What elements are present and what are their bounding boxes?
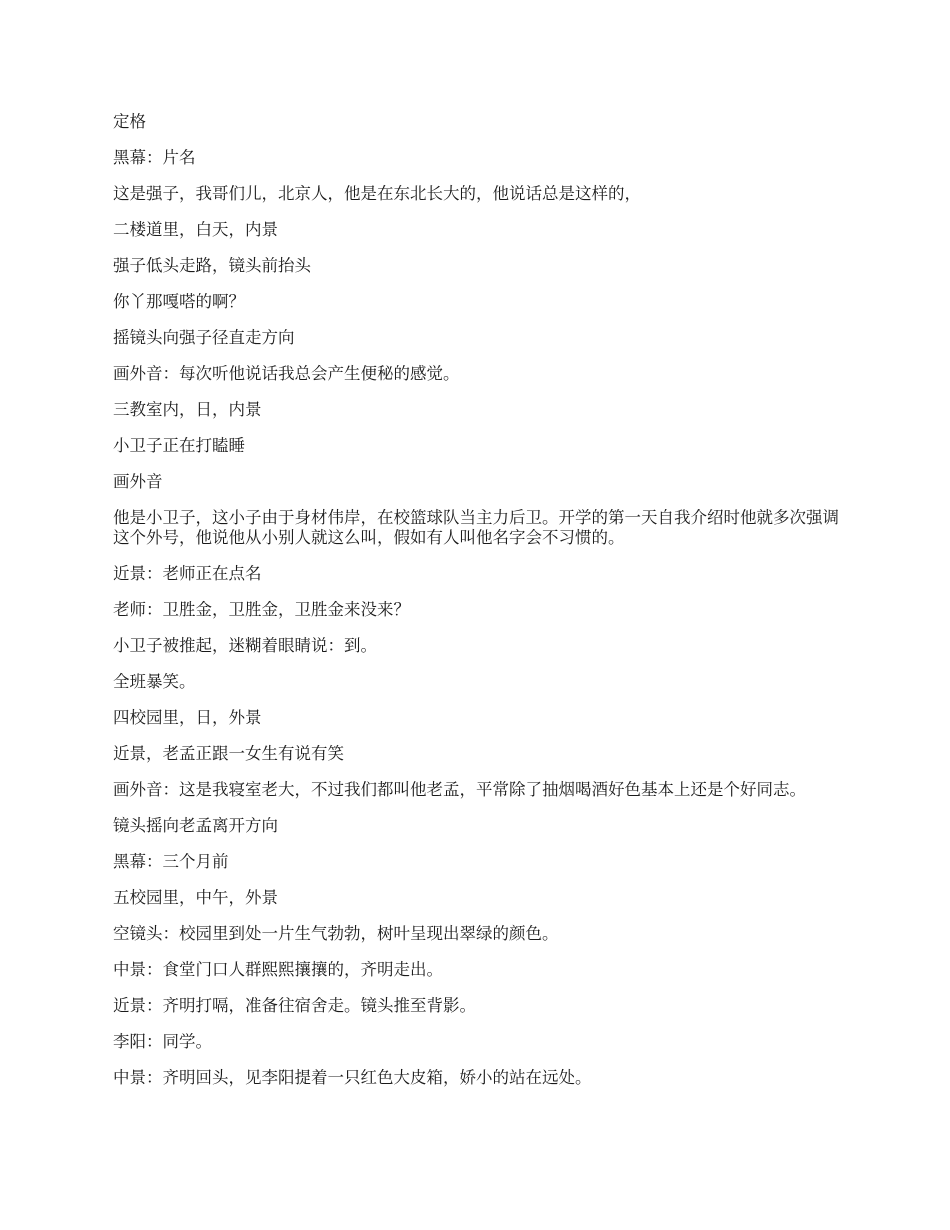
paragraph: 画外音：每次听他说话我总会产生便秘的感觉。 [113, 364, 460, 383]
paragraph: 镜头摇向老孟离开方向 [113, 816, 278, 835]
paragraph: 近景：齐明打嗝，准备往宿舍走。镜头推至背影。 [113, 996, 476, 1015]
paragraph: 二楼道里，白天，内景 [113, 220, 278, 239]
paragraph: 近景：老师正在点名 [113, 564, 262, 583]
paragraph: 画外音 [113, 472, 163, 491]
paragraph: 四校园里，日，外景 [113, 708, 262, 727]
paragraph: 这是强子，我哥们儿，北京人，他是在东北长大的，他说话总是这样的， [113, 184, 641, 203]
paragraph: 李阳：同学。 [113, 1032, 212, 1051]
paragraph: 近景，老孟正跟一女生有说有笑 [113, 744, 344, 763]
paragraph: 中景：食堂门口人群熙熙攘攘的，齐明走出。 [113, 960, 443, 979]
paragraph: 小卫子被推起，迷糊着眼睛说：到。 [113, 636, 377, 655]
script-body [113, 112, 843, 1104]
paragraph: 五校园里，中午，外景 [113, 888, 278, 907]
paragraph: 黑幕：片名 [113, 148, 196, 167]
paragraph: 画外音：这是我寝室老大，不过我们都叫他老孟，平常除了抽烟喝酒好色基本上还是个好同志。 [113, 780, 806, 799]
paragraph: 摇镜头向强子径直走方向 [113, 328, 295, 347]
paragraph: 小卫子正在打瞌睡 [113, 436, 245, 455]
paragraph: 他是小卫子，这小子由于身材伟岸，在校篮球队当主力后卫。开学的第一天自我介绍时他就多次强调这个外号，他说他从小别人就这么叫，假如有人叫他名字会不习惯的。 [113, 508, 839, 547]
paragraph: 定格 [113, 112, 146, 131]
paragraph: 三教室内，日，内景 [113, 400, 262, 419]
paragraph: 你丫那嘎嗒的啊？ [113, 292, 245, 311]
paragraph: 全班暴笑。 [113, 672, 196, 691]
paragraph: 强子低头走路，镜头前抬头 [113, 256, 311, 275]
paragraph: 老师：卫胜金，卫胜金，卫胜金来没来？ [113, 600, 410, 619]
paragraph: 黑幕：三个月前 [113, 852, 229, 871]
paragraph: 空镜头：校园里到处一片生气勃勃，树叶呈现出翠绿的颜色。 [113, 924, 559, 943]
paragraph: 中景：齐明回头，见李阳提着一只红色大皮箱，娇小的站在远处。 [113, 1068, 592, 1087]
